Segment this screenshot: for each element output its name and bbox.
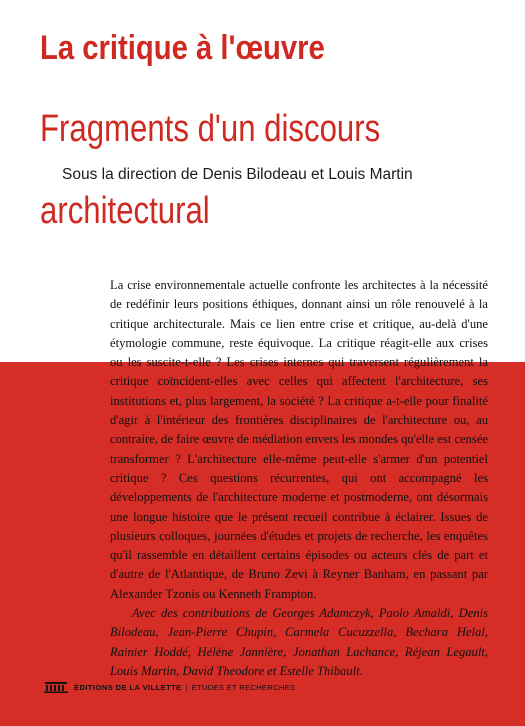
building-icon	[44, 682, 68, 693]
publisher-line	[44, 682, 295, 693]
book-editors: Sous la direction de Denis Bilodeau et Louis Martin	[62, 166, 413, 183]
contributors-paragraph: Avec des contributions de Georges Adamczyk, Paolo Amaldi, Denis Bilodeau, Jean-Pierre Chupin, Carmela Cucuzzella, Bechara Helal, Rainier Hoddé, Hélène Jannière, Jonathan Lachance, Réjean Legault, Louis Martin, David Theodore et Estelle Thibault.	[110, 606, 488, 678]
publisher-name: ÉDITIONS DE LA VILLETTE	[74, 683, 182, 692]
book-subtitle-line2: architectural	[40, 190, 210, 232]
back-cover-text	[110, 276, 488, 681]
publisher-separator: |	[185, 683, 188, 692]
collection-name: ÉTUDES ET RECHERCHES	[191, 683, 296, 692]
book-subtitle-line1: Fragments d'un discours	[40, 108, 381, 150]
summary-paragraph: La crise environnementale actuelle confronte les architectes à la nécessité de redéfinir leurs positions éthiques, donnant ainsi un rôle renouvelé à la critique architecturale. Mais ce lien entre crise et critique, au-delà d'une étymologie commune, reste équivoque. La critique réagit-elle aux crises ou les suscite-t-elle ? Les crises internes qui traversent régulièrement la critique coïncident-elles avec celles qui affectent l'architecture, ses institutions et, plus largement, la société ? La critique a-t-elle pour finalité d'agir à l'intérieur des frontières disciplinaires de l'architecture ou, au contraire, de faire œuvre de médiation envers les mondes qu'elle est censée transformer ? L'architecture elle-même peut-elle s'armer d'un potentiel critique ? Ces questions récurrentes, qui ont accompagné les développements de l'architecture moderne et postmoderne, ont désormais une longue histoire que le présent recueil contribue à éclairer. Issues de plusieurs colloques, journées d'études et projets de recherche, les enquêtes qu'il rassemble en détaillent certains épisodes ou acteurs clés de part et d'autre de l'Atlantique, de Bruno Zevi à Reyner Banham, en passant par Alexander Tzonis ou Kenneth Frampton.	[110, 278, 488, 601]
book-title: La critique à l'œuvre	[40, 29, 325, 67]
